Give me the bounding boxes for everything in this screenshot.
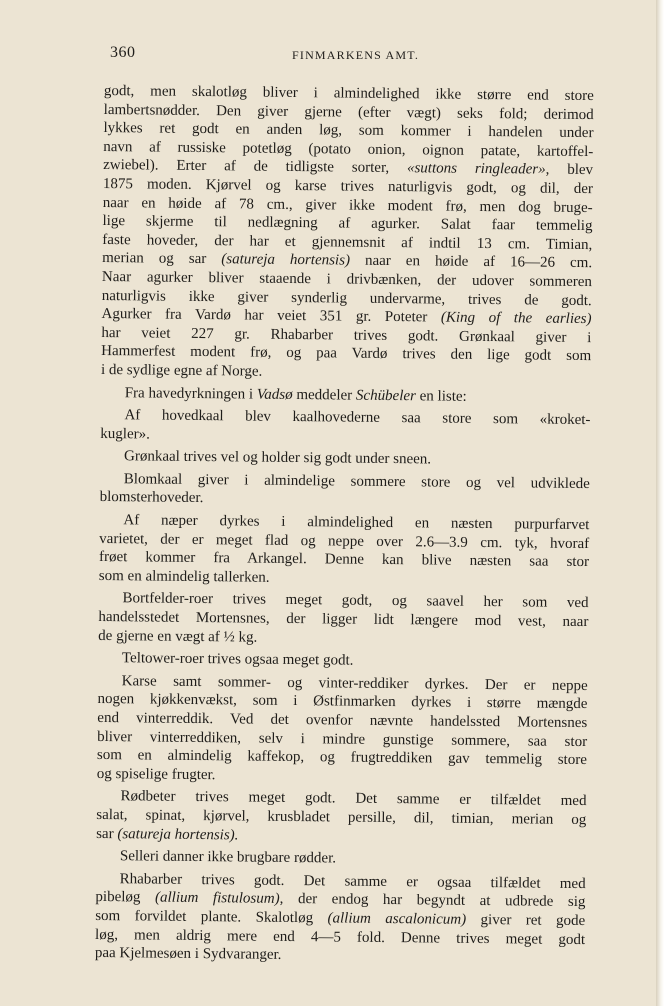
text-segment: Agurker fra Vardø har veiet 351 gr. Poteter [101,306,441,326]
text-segment: som en almindelig tallerken. [98,567,270,586]
text-segment: merian og sar [102,250,222,268]
paragraph [101,82,594,385]
page-number: 360 [110,44,136,61]
running-head: FINMARKENS AMT. [292,48,420,62]
paragraph [95,870,586,968]
paragraph [100,470,590,512]
paragraph [101,383,591,407]
paragraph [98,649,588,673]
text-segment: Grønkaal trives vel og holder sig godt under sneen. [123,448,432,468]
text-segment: Selleri danner ikke brugbare rødder. [119,848,337,867]
text-segment: salat, spinat, kjørvel, krusbladet persille, dil, timian, merian og [96,806,587,829]
text-line [98,649,588,673]
text-segment: og spiselige frugter. [96,765,216,783]
italic-text: (King of the earlies) [440,309,592,328]
text-segment: de gjerne en vægt af ½ kg. [98,627,258,646]
italic-text: (allium fistulosum) [154,889,280,908]
text-segment: sar [96,825,118,842]
text-segment: Blomkaal giver i almindelige sommere store og vel udviklede [123,471,590,492]
text-segment: bliver vinterreddiken, selv i mindre gunstige sommere, saa stor [97,728,588,750]
text-segment: Af næper dyrkes i almindelighed en næsten purpurfarvet [123,512,590,534]
text-segment: godt, men skalotløg bliver i almindelighed ikke større end store [103,82,594,105]
text-segment: zwiebel). Erter af de tidligste sorter, [103,157,408,177]
text-segment: nogen kjøkkenvækst, som i Østfinmarken dyrkes i større mængde [97,691,588,713]
text-segment: naturligvis ikke giver synderlig undervarme, trives de godt. [101,287,592,309]
text-segment: 1875 moden. Kjørvel og karse trives naturligvis godt, og dil, der [102,175,593,198]
text-segment: , der endog har begyndt at udbrede sig [279,891,586,911]
italic-text: Schübeler [355,387,417,404]
text-line [100,447,590,471]
text-segment: Af hovedkaal blev kaalhovederne saa store som «kroket- [124,407,591,429]
italic-text: «suttons ringleader» [406,160,546,179]
text-segment: løg, men aldrig mere end 4—5 fold. Denne trives meget godt [94,926,586,948]
text-segment: Naar agurker bliver staaende i drivbænken, der udover sommeren [101,268,593,291]
text-line [96,847,586,871]
text-segment: lige skjerme til nedlægning af agurker. Salat faar temmelig [102,213,593,235]
text-segment: Rhabarber trives godt. Det samme er ogsaa tilfældet med [119,870,586,892]
text-segment: varietet, der er meget flad og neppe over 2.6—3.9 cm. tyk, hvoraf [99,530,590,552]
text-segment: Bortfelder-roer trives meget godt, og saavel her som ved [122,590,589,612]
text-segment: har veiet 227 gr. Rhabarber trives godt. Grønkaal giver i [101,324,592,346]
paragraph [98,589,589,650]
text-segment: blomsterhoveder. [99,489,204,507]
text-segment: lykkes ret godt en anden løg, som kommer i handelen under [103,120,594,142]
text-segment: end vinterreddik. Ved det ovenfor nævnte handelssted Mortensnes [97,709,588,732]
text-segment: faste hoveder, der har et gjennemsnit af indtil 13 cm. Timian, [102,231,593,253]
text-line [101,383,591,407]
text-segment: som en almindelig kaffekop, og frugtreddiken gav temmelig store [96,747,588,769]
italic-text: (satureja hortensis). [117,825,239,844]
paragraph [100,406,590,448]
text-segment: i de sydlige egne af Norge. [100,361,263,380]
page-header [110,44,598,66]
text-segment: naar en høide af 16—26 cm. [349,252,593,272]
text-segment: naar en høide af 78 cm., giver ikke modent frø, men dog bruge- [102,194,593,216]
paragraph [100,447,590,471]
text-segment: Fra havedyrkningen i [124,384,257,403]
paragraph [96,847,586,871]
text-segment: Hammerfest modent frø, og paa Vardø trives den lige godt som [101,343,592,365]
text-segment: frøet kommer fra Arkangel. Denne kan blive næsten saa stor [98,549,590,571]
page-edge [656,0,664,1006]
text-segment: , blev [545,162,594,179]
italic-text: (allium ascalonicum) [327,910,467,928]
italic-text: (satureja hortensis) [221,251,351,269]
text-segment: Teltower-roer trives ogsaa meget godt. [121,650,354,669]
text-segment: lambertsnødder. Den giver gjerne (efter vægt) seks fold; derimod [103,101,594,123]
italic-text: Vadsø [256,386,293,403]
text-segment: handelsstedet Mortensnes, der ligger lidt længere mod vest, naar [98,609,589,631]
text-segment: som forvildet plante. Skalotløg [95,907,328,927]
text-segment: Karse samt sommer- og vinter-reddiker dyrkes. Der er neppe [121,673,588,694]
paragraph [99,511,590,591]
text-segment: navn af russiske potetløg (potato onion, oignon patate, kartoffel- [103,138,594,160]
paragraph [96,787,587,848]
text-segment: pibeløg [95,889,156,906]
text-segment: Rødbeter trives meget godt. Det samme er tilfældet med [120,788,587,810]
paragraph [97,672,588,789]
text-segment: en liste: [415,387,467,405]
text-segment: kugler». [100,425,150,443]
text-segment: paa Kjelmesøen i Sydvaranger. [94,945,282,964]
text-segment: giver ret gode [466,911,586,930]
text-segment: meddeler [292,386,357,404]
body-text [95,82,594,968]
